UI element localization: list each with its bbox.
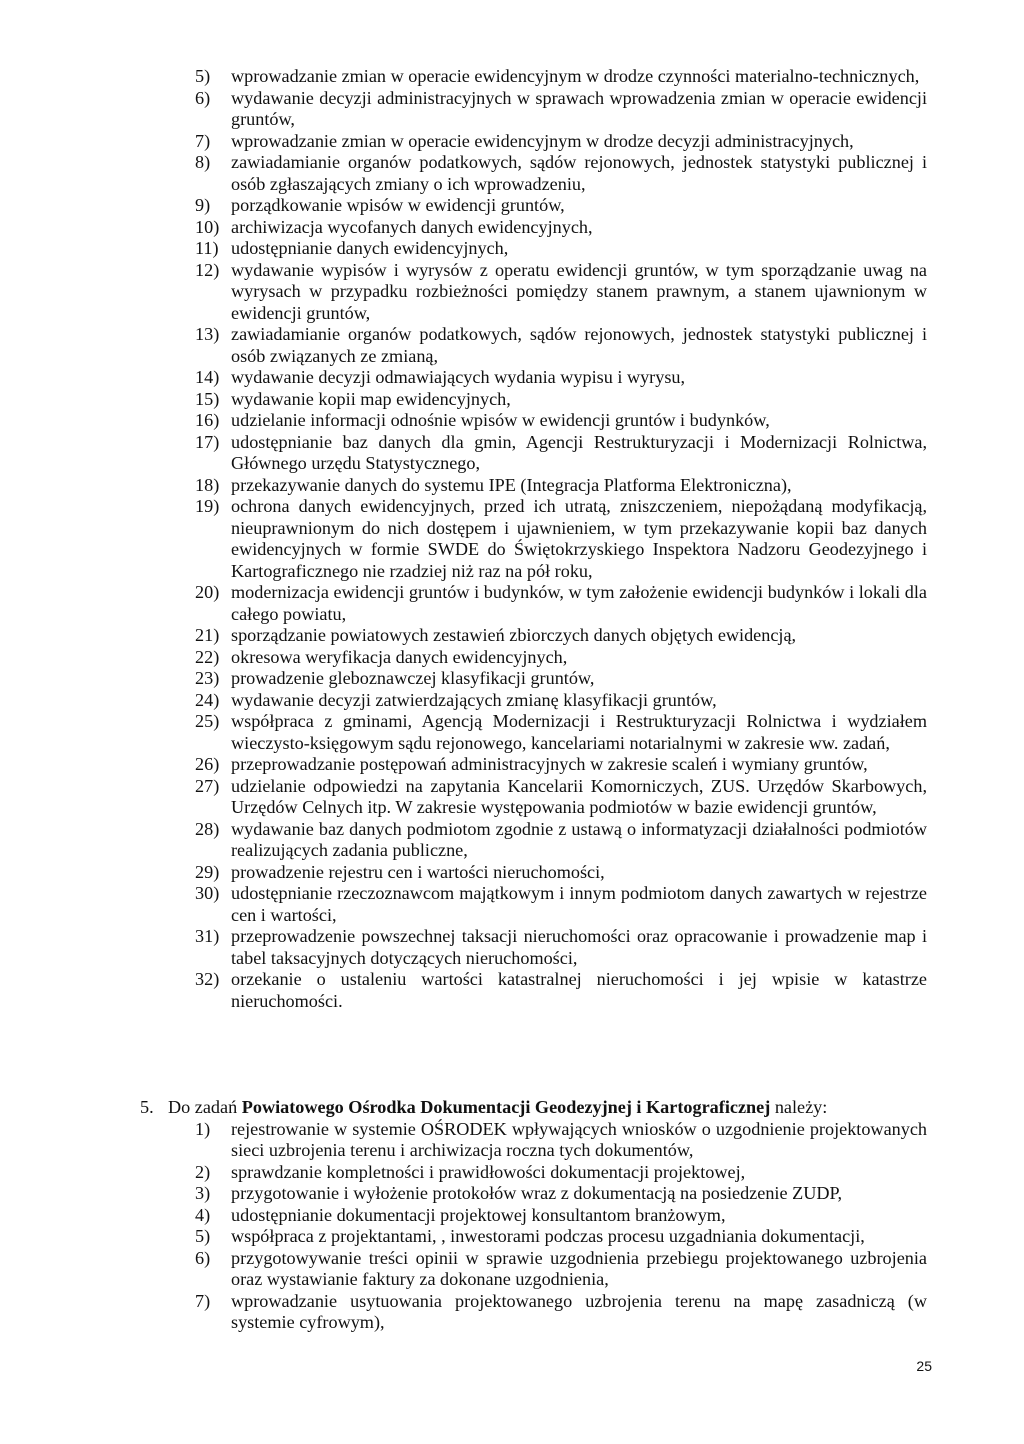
list-item-text: współpraca z gminami, Agencją Modernizacji i Restrukturyzacji Rolnictwa i wydziałem wieczysto-księgowym sądu rejonowego, kancelariami notarialnymi w zakresie ww. zadań, xyxy=(231,711,927,753)
list-item xyxy=(195,647,927,669)
list-item-number: 19) xyxy=(195,496,220,516)
list-item xyxy=(195,324,927,367)
list-item xyxy=(195,260,927,325)
list-item-number: 6) xyxy=(195,87,211,108)
list-item-number: 25) xyxy=(195,711,220,731)
list-item-number: 29) xyxy=(195,861,220,882)
list-item xyxy=(195,625,927,647)
list-item-text: wydawanie wypisów i wyrysów z operatu ewidencji gruntów, w tym sporządzanie uwag na wyrysach w przypadku rozbieżności pomiędzy stanem prawnym, a stanem ujawnionym w ewidencji gruntów, xyxy=(231,259,927,323)
list-item-number: 3) xyxy=(195,1183,211,1203)
list-item-number: 4) xyxy=(195,1204,211,1225)
list-item-text: modernizacja ewidencji gruntów i budynków, w tym założenie ewidencji budynków i lokali dla całego powiatu, xyxy=(231,582,927,624)
list-item-number: 18) xyxy=(195,474,220,495)
list-item-text: prowadzenie rejestru cen i wartości nieruchomości, xyxy=(231,861,605,882)
list-item-text: sporządzanie powiatowych zestawień zbiorczych danych objętych ewidencją, xyxy=(231,625,797,645)
list-item-number: 9) xyxy=(195,195,211,215)
list-item-number: 22) xyxy=(195,646,220,667)
list-item xyxy=(195,1226,927,1248)
list-item-text: ochrona danych ewidencyjnych, przed ich utratą, zniszczeniem, niepożądaną modyfikacją, nieuprawnionym do nich dostępem i ujawnieniem, w tym przekazywanie kopii baz danych ewidencyjnych w formie SWDE do Świętokrzyskiego Inspektora Nadzoru Geodezyjnego i Kartograficznego nie rzadziej niż raz na pół roku, xyxy=(231,496,927,581)
list-item-number: 30) xyxy=(195,883,220,903)
list-item-number: 24) xyxy=(195,689,220,710)
list-item-text: przygotowywanie treści opinii w sprawie uzgodnienia przebiegu projektowanego uzbrojenia oraz wystawianie faktury za dokonane uzgodnienia, xyxy=(231,1247,927,1289)
section-5 xyxy=(140,1097,930,1334)
list-item-text: zawiadamianie organów podatkowych, sądów rejonowych, jednostek statystyki publicznej i osób zgłaszających zmiany o ich wprowadzeniu, xyxy=(231,152,927,194)
list-item-text: wydawanie baz danych podmiotom zgodnie z ustawą o informatyzacji działalności podmiotów realizujących zadania publiczne, xyxy=(231,818,927,860)
list-item-number: 28) xyxy=(195,818,220,839)
list-item xyxy=(195,1162,927,1184)
list-item-text: udostępnianie dokumentacji projektowej konsultantom branżowym, xyxy=(231,1204,726,1225)
list-item-text: przygotowanie i wyłożenie protokołów wraz z dokumentacją na posiedzenie ZUDP, xyxy=(231,1183,843,1203)
list-item xyxy=(195,1205,927,1227)
section-lead: Do zadań xyxy=(168,1097,238,1117)
list-item-text: udostępnianie danych ewidencyjnych, xyxy=(231,238,509,258)
list-item-text: wydawanie decyzji odmawiających wydania wypisu i wyrysu, xyxy=(231,367,686,387)
list-item-text: orzekanie o ustaleniu wartości katastralnej nieruchomości i jej wpisie w katastrze nieruchomości. xyxy=(231,969,927,1011)
list-item-number: 15) xyxy=(195,388,220,409)
list-item-text: udzielanie informacji odnośnie wpisów w ewidencji gruntów i budynków, xyxy=(231,410,770,430)
list-item xyxy=(195,1119,927,1162)
list-item-text: wprowadzanie zmian w operacie ewidencyjnym w drodze czynności materialno-technicznych, xyxy=(231,66,920,86)
list-item-text: przeprowadzenie powszechnej taksacji nieruchomości oraz opracowanie i prowadzenie map i tabel taksacyjnych dotyczących nieruchomości, xyxy=(231,926,927,968)
list-item-text: udzielanie odpowiedzi na zapytania Kancelarii Komorniczych, ZUS. Urzędów Skarbowych, Urzędów Celnych itp. W zakresie występowania podmiotów w bazie ewidencji gruntów, xyxy=(231,775,927,817)
list-item xyxy=(195,1291,927,1334)
list-item xyxy=(195,969,927,1012)
list-item-number: 27) xyxy=(195,775,220,796)
list-item-number: 5) xyxy=(195,66,211,86)
list-item-text: archiwizacja wycofanych danych ewidencyjnych, xyxy=(231,216,593,237)
list-item xyxy=(195,195,927,217)
list-item-text: porządkowanie wpisów w ewidencji gruntów, xyxy=(231,195,565,215)
list-item xyxy=(195,711,927,754)
list-item xyxy=(195,776,927,819)
list-item-text: wydawanie decyzji zatwierdzających zmianę klasyfikacji gruntów, xyxy=(231,689,717,710)
section-heading xyxy=(140,1097,930,1119)
list-item-number: 5) xyxy=(195,1226,211,1246)
list-item-number: 21) xyxy=(195,625,220,645)
list-item xyxy=(195,410,927,432)
list-item-number: 31) xyxy=(195,926,220,946)
list-item xyxy=(195,690,927,712)
section-number: 5. xyxy=(140,1097,154,1117)
list-item-text: przeprowadzanie postępowań administracyjnych w zakresie scaleń i wymiany gruntów, xyxy=(231,754,868,774)
list-item-text: wprowadzanie zmian w operacie ewidencyjnym w drodze decyzji administracyjnych, xyxy=(231,130,854,151)
list-item xyxy=(195,496,927,582)
list-item xyxy=(195,389,927,411)
list-item xyxy=(195,862,927,884)
section-5-list xyxy=(195,1119,927,1334)
list-item xyxy=(195,754,927,776)
list-item-number: 32) xyxy=(195,969,220,989)
list-item xyxy=(195,238,927,260)
list-item-text: przekazywanie danych do systemu IPE (Integracja Platforma Elektroniczna), xyxy=(231,474,792,495)
list-item xyxy=(195,926,927,969)
list-item xyxy=(195,66,927,88)
list-item xyxy=(195,668,927,690)
list-item-number: 23) xyxy=(195,668,220,688)
list-item xyxy=(195,883,927,926)
list-item-number: 8) xyxy=(195,152,211,172)
list-item-number: 16) xyxy=(195,410,220,430)
list-item xyxy=(195,217,927,239)
list-item-number: 20) xyxy=(195,582,220,602)
task-list xyxy=(195,66,927,1012)
list-item xyxy=(195,367,927,389)
unit-name: Powiatowego Ośrodka Dokumentacji Geodezyjnej i Kartograficznej xyxy=(241,1097,771,1117)
list-item xyxy=(195,152,927,195)
list-item-text: współpraca z projektantami, , inwestorami podczas procesu uzgadniania dokumentacji, xyxy=(231,1226,865,1246)
list-item-text: udostępnianie rzeczoznawcom majątkowym i innym podmiotom danych zawartych w rejestrze cen i wartości, xyxy=(231,883,927,925)
list-item-number: 26) xyxy=(195,754,220,774)
list-item xyxy=(195,1248,927,1291)
list-item-text: rejestrowanie w systemie OŚRODEK wpływających wniosków o uzgodnienie projektowanych sieci uzbrojenia terenu i archiwizacja roczna tych dokumentów, xyxy=(231,1118,927,1160)
list-item xyxy=(195,819,927,862)
list-item-text: okresowa weryfikacja danych ewidencyjnych, xyxy=(231,646,568,667)
list-item-text: sprawdzanie kompletności i prawidłowości dokumentacji projektowej, xyxy=(231,1161,746,1182)
list-item-number: 14) xyxy=(195,367,220,387)
list-item-number: 1) xyxy=(195,1118,211,1139)
list-item-number: 17) xyxy=(195,431,220,452)
list-item xyxy=(195,131,927,153)
list-item xyxy=(195,475,927,497)
list-item xyxy=(195,1183,927,1205)
list-item-text: wprowadzanie usytuowania projektowanego uzbrojenia terenu na mapę zasadniczą (w systemie cyfrowym), xyxy=(231,1290,927,1332)
section-tail: należy: xyxy=(774,1097,828,1117)
list-item-text: prowadzenie gleboznawczej klasyfikacji gruntów, xyxy=(231,668,595,688)
list-item-number: 10) xyxy=(195,216,220,237)
list-item-text: udostępnianie baz danych dla gmin, Agencji Restrukturyzacji i Modernizacji Rolnictwa, Głównego urzędu Statystycznego, xyxy=(231,431,927,473)
list-item xyxy=(195,432,927,475)
list-item-text: wydawanie decyzji administracyjnych w sprawach wprowadzenia zmian w operacie ewidencji gruntów, xyxy=(231,87,927,129)
list-item-number: 12) xyxy=(195,259,220,280)
section-heading-text xyxy=(168,1097,827,1119)
list-item-number: 7) xyxy=(195,1290,211,1311)
page-number: 25 xyxy=(916,1358,932,1374)
list-item-text: zawiadamianie organów podatkowych, sądów rejonowych, jednostek statystyki publicznej i osób związanych ze zmianą, xyxy=(231,324,927,366)
list-item-number: 6) xyxy=(195,1247,211,1268)
list-item-number: 13) xyxy=(195,324,220,344)
list-item-number: 2) xyxy=(195,1161,211,1182)
list-item xyxy=(195,582,927,625)
list-item-number: 11) xyxy=(195,238,219,258)
list-item-number: 7) xyxy=(195,130,211,151)
list-item xyxy=(195,88,927,131)
list-item-text: wydawanie kopii map ewidencyjnych, xyxy=(231,388,511,409)
